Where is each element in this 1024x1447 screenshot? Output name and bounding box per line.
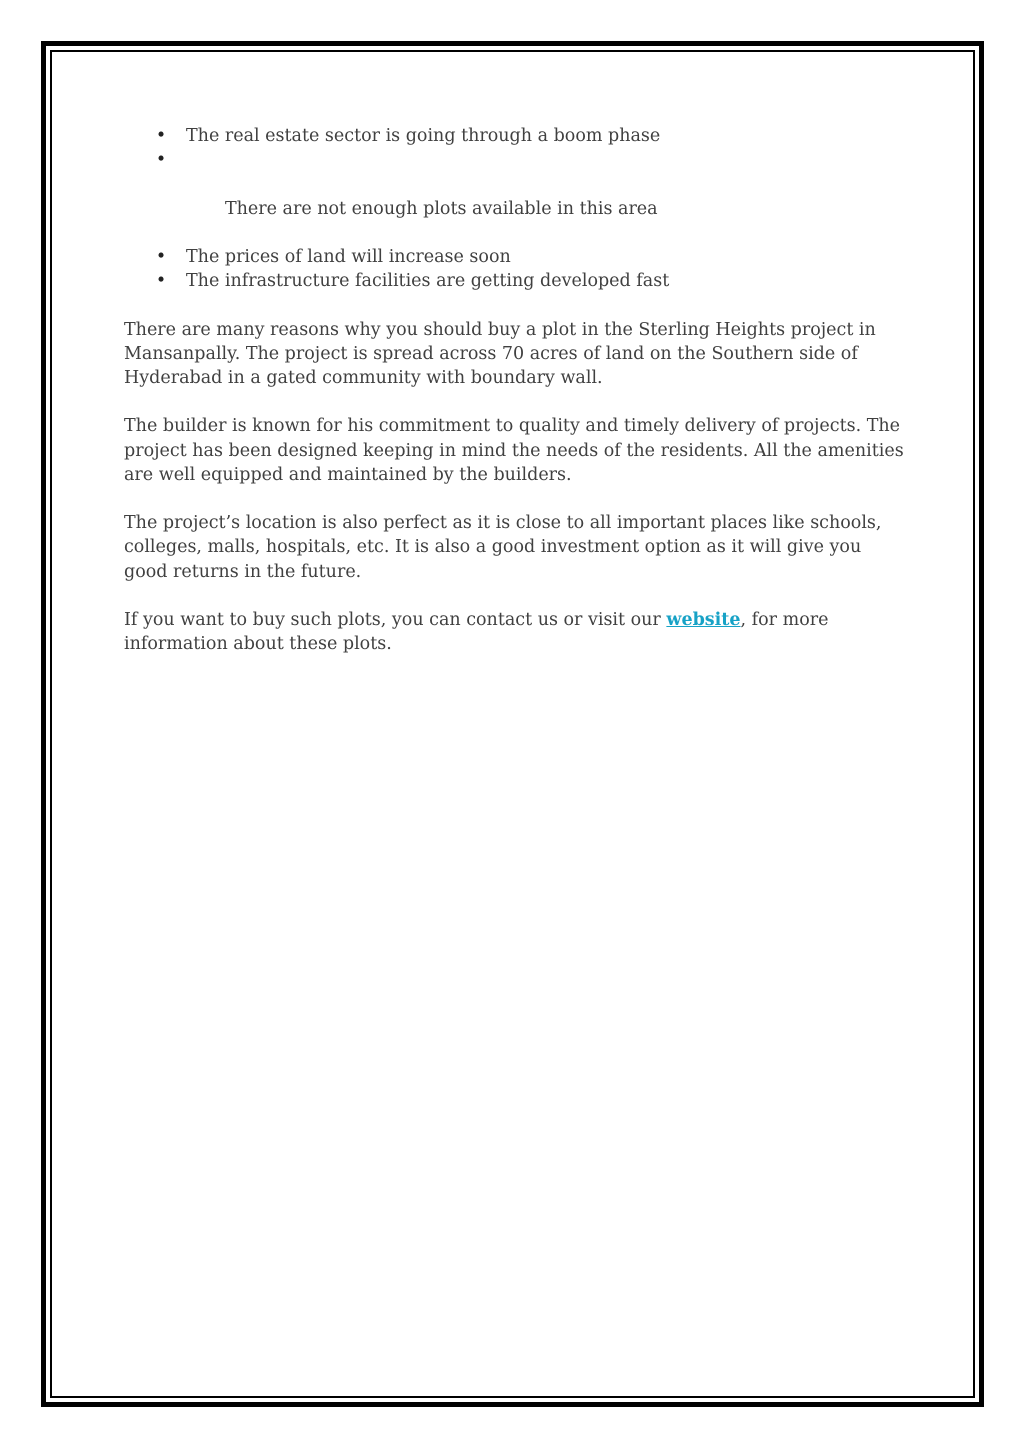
list-item-text: There are not enough plots available in this area [219,198,658,219]
list-item-text: The real estate sector is going through a boom phase [186,126,661,146]
bullet-icon: • [155,271,167,292]
paragraph-reasons: There are many reasons why you should buy a plot in the Sterling Heights project in Mansanpally. The project is spread across 70 acres of land on the Southern side of Hyderabad in a gated community with boundary wall. [124,319,876,389]
paragraph-builder: The builder is known for his commitment to quality and timely delivery of projects. The project has been designed keeping in mind the needs of the residents. All the amenities are well equipped and maintained by the builders. [124,416,904,485]
document-body [124,124,904,656]
paragraph-location: The project’s location is also perfect as it is close to all important places like schools, colleges, malls, hospitals, etc. It is also a good investment option as it will give you good returns in the future. [124,513,882,582]
list-item [124,148,904,245]
contact-text-before: If you want to buy such plots, you can contact us or visit our [124,610,667,630]
list-item-text: The prices of land will increase soon [186,247,511,268]
bullet-icon: • [155,126,167,146]
paragraph-contact [124,608,904,656]
list-item [124,269,904,293]
list-item [124,245,904,269]
contact-text-after: , for more information about these plots. [124,610,829,655]
bullet-icon: • [155,150,167,171]
list-item-text: The infrastructure facilities are getting developed fast [186,271,670,292]
list-item [124,124,904,148]
bullet-icon: • [155,247,167,268]
website-link[interactable]: website [666,610,741,630]
bullet-list [124,124,904,293]
